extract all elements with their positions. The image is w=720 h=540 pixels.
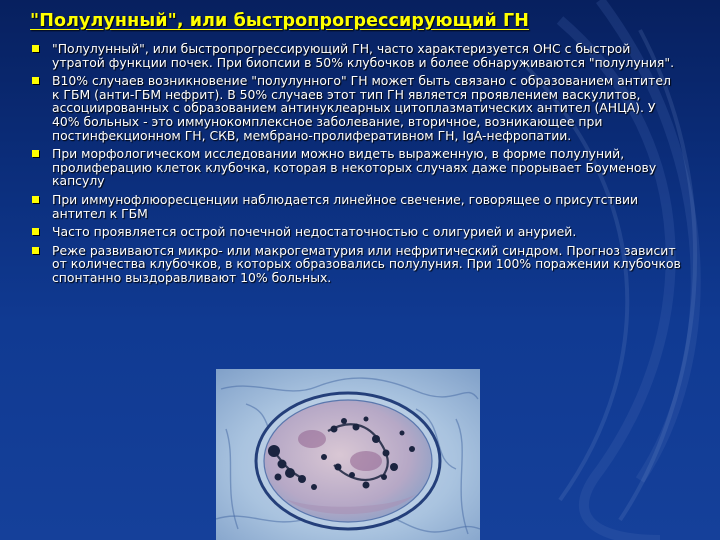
glomerulus-micrograph-image: [216, 369, 480, 540]
bullet-item: [32, 193, 682, 220]
slide-title: "Полулунный", или быстропрогрессирующий ГН: [30, 11, 530, 31]
bullet-text: В10% случаев возникновение "полулунного" ГН может быть связано с образованием антител к ГБМ (анти-ГБМ нефрит). В 50% случаев этот тип ГН является проявлением васкулитов, ассоциированных с образованием антинуклеарных цитоплазматических антител (АНЦА). У 40% больных - это иммунокомплексное заболевание, вторичное, возникающее при постинфекционном ГН, СКВ, мембрано-пролиферативном ГН, IgA-нефропатии.: [52, 73, 671, 143]
bullet-list: [32, 42, 682, 290]
square-bullet-icon: [32, 196, 39, 203]
bullet-text: Реже развиваются микро- или макрогематурия или нефритический синдром. Прогноз зависит от количества клубочков, в которых образовались полулуния. При 100% поражении клубочков спонтанно выздоравливают 10% больных.: [52, 242, 681, 285]
square-bullet-icon: [32, 77, 39, 84]
square-bullet-icon: [32, 150, 39, 157]
bullet-item: [32, 244, 682, 285]
bullet-item: [32, 74, 682, 142]
square-bullet-icon: [32, 45, 39, 52]
bullet-item: [32, 225, 682, 239]
bullet-text: Часто проявляется острой почечной недостаточностью с олигурией и анурией.: [52, 224, 577, 240]
bullet-text: "Полулунный", или быстропрогрессирующий ГН, часто характеризуется ОНС с быстрой утратой функции почек. При биопсии в 50% клубочков и более обнаруживаются "полулуния".: [52, 41, 675, 70]
bullet-text: При морфологическом исследовании можно видеть выраженную, в форме полулуний, пролиферацию клеток клубочка, которая в некоторых случаях даже прорывает Боуменову капсулу: [52, 146, 657, 189]
bullet-text: При иммунофлюоресценции наблюдается линейное свечение, говорящее о присутствии антител к ГБМ: [52, 191, 639, 221]
square-bullet-icon: [32, 228, 39, 235]
bullet-item: [32, 42, 682, 69]
square-bullet-icon: [32, 247, 39, 254]
bullet-item: [32, 147, 682, 188]
